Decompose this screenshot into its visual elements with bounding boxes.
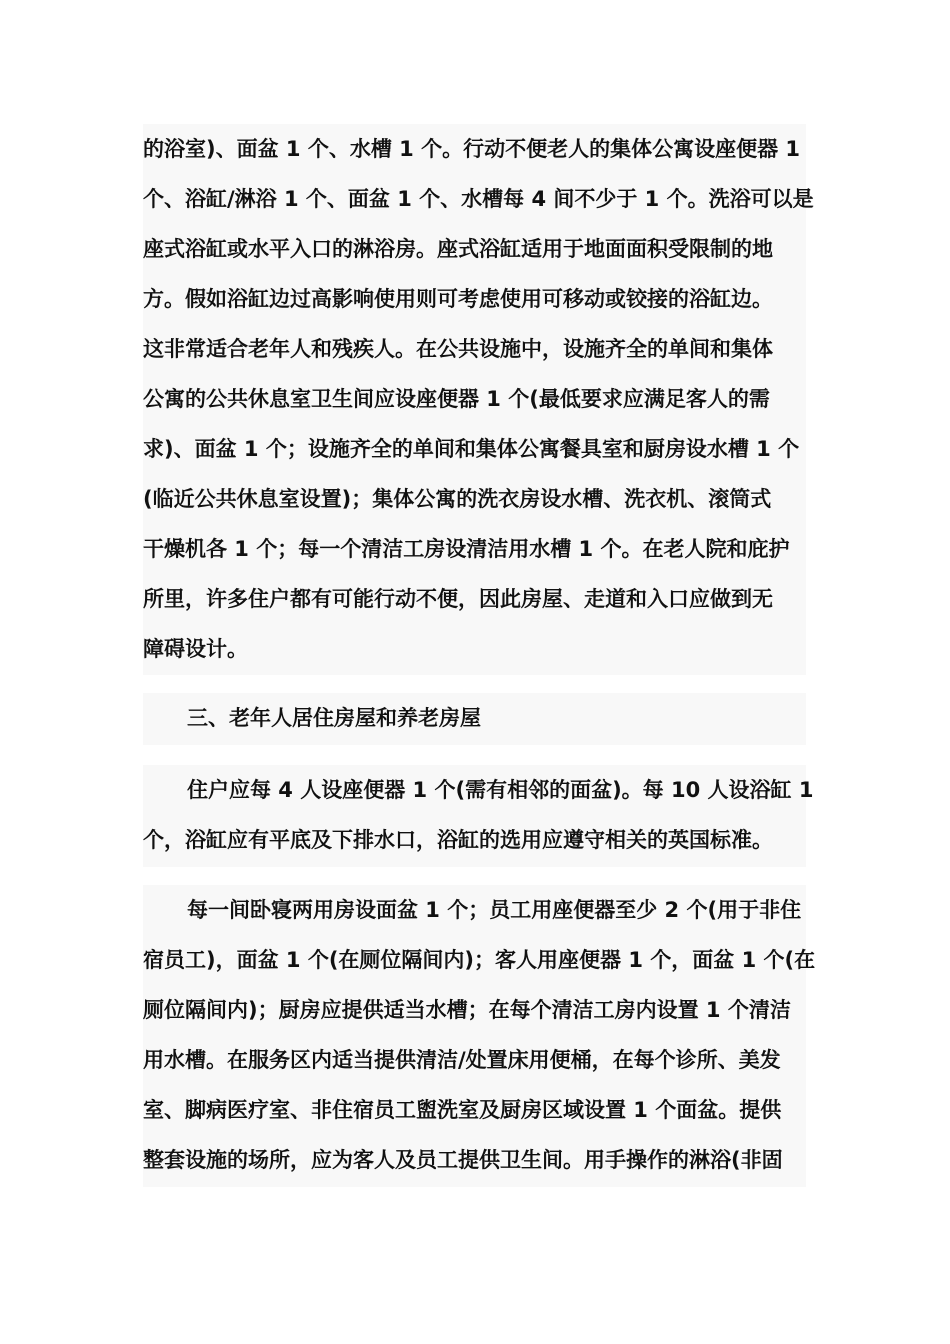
paragraph-continued	[143, 124, 814, 675]
text-line: 厕位隔间内)；厨房应提供适当水槽；在每个清洁工房内设置 1 个清洁	[143, 998, 791, 1022]
text-line: 的浴室)、面盆 1 个、水槽 1 个。行动不便老人的集体公寓设座便器 1	[143, 137, 800, 161]
text-line: 住户应每 4 人设座便器 1 个(需有相邻的面盆)。每 10 人设浴缸 1	[187, 778, 814, 802]
text-line: 整套设施的场所，应为客人及员工提供卫生间。用手操作的淋浴(非固	[143, 1148, 783, 1172]
text-line: 个，浴缸应有平底及下排水口，浴缸的选用应遵守相关的英国标准。	[143, 828, 773, 852]
paragraph-residents	[143, 765, 814, 867]
text-line: 所里，许多住户都有可能行动不便，因此房屋、走道和入口应做到无	[143, 587, 773, 611]
text-line: 障碍设计。	[143, 637, 248, 661]
text-line: 室、脚病医疗室、非住宿员工盥洗室及厨房区域设置 1 个面盆。提供	[143, 1098, 782, 1122]
text-line: 干燥机各 1 个；每一个清洁工房设清洁用水槽 1 个。在老人院和庇护	[143, 537, 790, 561]
text-line: 个、浴缸/淋浴 1 个、面盆 1 个、水槽每 4 间不少于 1 个。洗浴可以是	[143, 187, 814, 211]
text-line: 用水槽。在服务区内适当提供清洁/处置床用便桶，在每个诊所、美发	[143, 1048, 781, 1072]
text-line: 这非常适合老年人和残疾人。在公共设施中，设施齐全的单间和集体	[143, 337, 773, 361]
paragraph-rooms	[143, 885, 816, 1187]
text-line: 每一间卧寝两用房设面盆 1 个；员工用座便器至少 2 个(用于非住	[187, 898, 802, 922]
text-line: (临近公共休息室设置)；集体公寓的洗衣房设水槽、洗衣机、滚筒式	[143, 487, 772, 511]
section-heading: 三、老年人居住房屋和养老房屋	[187, 706, 481, 730]
text-line: 座式浴缸或水平入口的淋浴房。座式浴缸适用于地面面积受限制的地	[143, 237, 773, 261]
text-line: 宿员工)，面盆 1 个(在厕位隔间内)；客人用座便器 1 个，面盆 1 个(在	[143, 948, 816, 972]
section-heading-block	[143, 693, 806, 745]
text-line: 公寓的公共休息室卫生间应设座便器 1 个(最低要求应满足客人的需	[143, 387, 770, 411]
text-line: 方。假如浴缸边过高影响使用则可考虑使用可移动或铰接的浴缸边。	[143, 287, 773, 311]
text-line: 求)、面盆 1 个；设施齐全的单间和集体公寓餐具室和厨房设水槽 1 个	[143, 437, 800, 461]
